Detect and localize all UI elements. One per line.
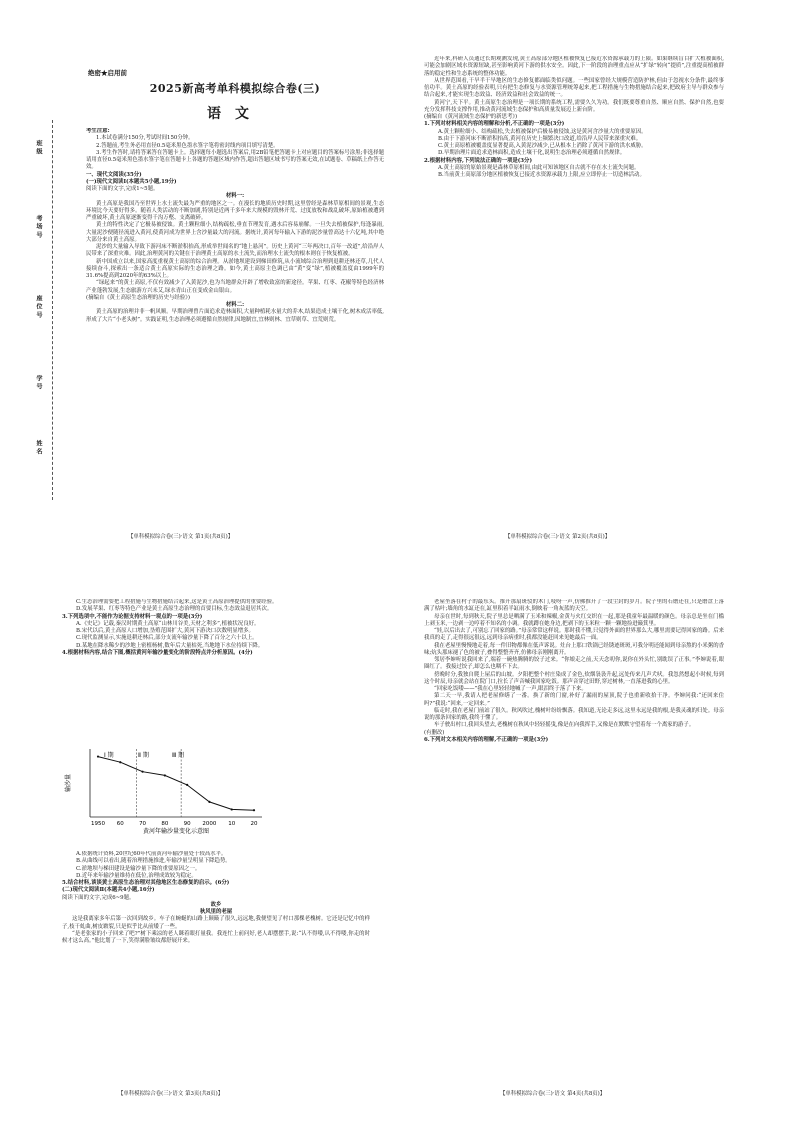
paragraph: 黄河宁,天下平。黄土高原生态治理是一项长期的系统工程,需要久久为功。我们既要尊重自然、顺应自然、保护自然,也要充分发挥科技支撑作用,推动黄河流域生态保护和高质量发展迈上新台阶。 <box>424 99 724 113</box>
paragraph: “娃,以后出去了,可别忘了回家的路。”母亲常常这样说。那时我不懂,只觉得外面的世界那么大,哪里需要记得回家的路。后来我真的走了,走得很远很远,远到母亲病重时,我都没能赶回来见她最后一面。 <box>424 628 724 642</box>
paragraph: 我在老屋里慢慢地走着,每一件旧物都像在低声诉说。灶台上那口铁锅已经锈迹斑斑,可我分明还能闻到母亲熬的小米粥的香味;炕头那床褪了色的被子,叠得整整齐齐,仿佛母亲刚刚离开。 <box>424 642 724 656</box>
page-1-body <box>86 172 384 324</box>
paragraph: 从世界范围看,干旱半干旱地区的生态修复都面临类似问题。一些国家曾经大规模营造防护林,但由于忽视水分条件,最终事倍功半。黄土高原的经验表明,只有把生态修复与水资源管理统筹起来,把工程措施与生物措施结合起来,把政府主导与群众参与结合起来,才能实现生态效益、经济效益和社会效益的统一。 <box>424 77 724 99</box>
secret-mark: 绝密★启用前 <box>88 69 127 77</box>
paragraph: (有删改) <box>424 729 445 736</box>
x-tick-label: 10 <box>228 821 236 827</box>
x-tick-label: 70 <box>139 821 147 827</box>
paragraph: D.某地在降水稀少的沙地上密植杨树,数年后大量枯死,当地地下水位持续下降。 <box>76 642 264 649</box>
paragraph: 老屋坐落在村子的最东头。推开那扇斑驳的木门,吱呀一声,仿佛推开了一段尘封的岁月。院子里的石磨还在,只是磨盘上落满了枯叶;墙角的水缸还在,缸里积着半缸雨水,倒映着一角灰蓝的天空。 <box>424 599 724 613</box>
paragraph: 1.下列对材料相关内容的理解和分析,不正确的一项是(3分) <box>424 121 565 128</box>
paragraph: 临走时,我在老屋门前站了很久。秋风吹过,槐树叶纷纷飘落。我知道,无论走多远,这里永远是我的根,是我灵魂的归处。母亲说的那条回家的路,我终于懂了。 <box>424 707 724 721</box>
binding-margin <box>28 120 64 500</box>
data-point <box>164 774 166 776</box>
paragraph: 2.根据材料内容,下列说法正确的一项是(3分) <box>424 157 532 164</box>
paragraph: “绿起来”的黄土高原,不仅有效减少了入黄泥沙,也为当地群众开辟了增收致富的新途径。苹果、红枣、花椒等特色经济林产业蓬勃发展,生态旅游方兴未艾,绿水青山正在变成金山银山。 <box>86 280 384 294</box>
paragraph: 黄土高原是我国乃至世界上水土流失最为严重的地区之一。在漫长的地质历史时期,这里曾经是森林草原相间的景观,生态环境比今天要好得多。随着人类活动的不断加剧,特别是近两千多年来大规模的毁林开荒、过度放牧和战乱破坏,原始植被遭到严重破坏,黄土高原逐渐变得千沟万壑、支离破碎。 <box>86 200 384 221</box>
paragraph: C.生态治理需要把工程措施与生物措施结合起来,这是黄土高原治理提供的重要经验。 <box>76 599 278 605</box>
page-4-footer: 【单科模拟综合卷(三)·语文 第4页(共8页)】 <box>500 1091 606 1097</box>
paragraph: 母亲在世时,每到秋天,院子里总是晒满了玉米和辣椒,金黄与火红交织在一起,那是我童年最温暖的颜色。母亲总是坐在门槛上剥玉米,一边剥一边哼着不知名的小调。我就蹲在她身边,把剥下的玉米粒一颗一颗地捡进簸箕里。 <box>424 613 724 627</box>
paragraph: 4.根据材料内容,结合下图,概括黄河年输沙量变化的阶段特点并分析原因。(4分) <box>62 649 253 656</box>
exam-title: 2025新高考单科模拟综合卷(三) <box>149 82 321 95</box>
legend-label: Ⅲ 期 <box>172 752 185 759</box>
paragraph: A.黄土高原的原始景观是森林草原相间,由此可知该地区自古就不存在水土流失问题。 <box>438 164 640 171</box>
paragraph: A.黄土颗粒细小、结构疏松,失去植被保护后极易被侵蚀,这是黄河含沙量大的重要原因。 <box>438 128 647 135</box>
data-point <box>97 755 99 757</box>
paragraph: B.从曲线可以看出,随着治理措施推进,年输沙量呈明显下降趋势。 <box>76 858 231 865</box>
sediment-line <box>98 757 254 811</box>
page-3-bottom <box>62 851 370 1061</box>
paragraph: D.早期治理片面追求造林面积,造成土壤干化,说明生态治理必须遵循自然规律。 <box>438 150 626 157</box>
data-point <box>141 771 143 773</box>
paragraph: C.黄土高原植被覆盖度显著提高,入黄泥沙减少,已从根本上消除了黄河下游的洪水威胁。 <box>438 143 647 149</box>
legend-label: Ⅱ 期 <box>138 752 149 759</box>
legend-label: Ⅰ 期 <box>104 752 114 759</box>
notice-item: 1.本试卷满分150分,考试时间150分钟。 <box>96 135 194 142</box>
paragraph: (二)现代文阅读Ⅱ(本题共4小题,16分) <box>62 887 155 894</box>
y-axis-label: 输沙量 <box>65 773 72 793</box>
page-2 <box>424 56 724 526</box>
paragraph: 材料一: <box>225 193 245 200</box>
x-tick-label: 80 <box>161 821 169 827</box>
data-point <box>208 801 210 803</box>
paragraph: 邻居李婶听说我回来了,端着一碗热腾腾的饺子过来。“你娘走之前,天天念叨你,说你在外头忙,别耽误了正事。”李婶说着,眼圈红了。我接过饺子,却怎么也咽不下去。 <box>424 657 724 671</box>
paragraph: B.宋代以后,黄土高原人口增加,垦殖范围扩大,黄河下游决口次数明显增多。 <box>76 628 254 634</box>
data-point <box>186 784 188 786</box>
x-tick-label: 1950 <box>91 821 105 827</box>
paragraph: 黄土的特性决定了它极易被侵蚀。黄土颗粒细小,结构疏松,垂直节理发育,遇水后容易崩解。一旦失去植被保护,每逢暴雨,大量泥沙便随径流进入黄河,使黄河成为世界上含沙量最大的河流。据统计,黄河每年输入下游的泥沙量曾高达十六亿吨,其中绝大部分来自黄土高原。 <box>86 222 384 243</box>
spread-bottom <box>0 561 794 1122</box>
subject-title: 语文 <box>207 106 263 122</box>
paragraph: 5.结合材料,谈谈黄土高原生态治理对其他地区生态修复的启示。(6分) <box>62 880 230 886</box>
paragraph: D.近年来年输沙量维持在低位,治理成效较为稳定。 <box>76 872 197 879</box>
binding-label-id: 学号 <box>35 375 42 392</box>
notice-title: 考生注意: <box>86 128 110 134</box>
paragraph: 傍晚时分,我独自爬上屋后的山坡。夕阳把整个村庄染成了金色,炊烟袅袅升起,远处传来几声犬吠。我忽然想起小时候,每到这个时辰,母亲就会站在院门口,拉长了声音喊我回家吃饭。那声音穿过田野,穿过树林,一直落进我的心里。 <box>424 671 724 685</box>
paragraph: (摘编自《黄河流域生态保护的新思考》) <box>424 114 518 120</box>
x-tick-label: 20 <box>250 821 258 827</box>
chart-caption: 黄河年输沙量变化示意图 <box>142 828 210 835</box>
x-tick-label: 2000 <box>202 821 217 827</box>
page-2-body <box>424 56 724 179</box>
binding-label-class: 班级 <box>35 140 42 157</box>
x-tick-label: 90 <box>183 821 191 827</box>
paragraph: 秋风里的老屋 <box>199 909 233 915</box>
page-1 <box>86 128 384 510</box>
paragraph: “回家吃饭喽——”我在心里轻轻地喊了一声,眼泪终于落了下来。 <box>434 686 587 692</box>
paragraph: 黄土高原的治理并非一帆风顺。早期治理曾片面追求造林面积,大量种植耗水量大的乔木,结果造成土壤干化,树木成活率低,形成了大片“小老头树”。实践证明,生态治理必须遵循自然规律,因地制宜,宜林则林、宜草则草、宜荒则荒。 <box>86 309 384 323</box>
paragraph: A.依据统计资料,20世纪60年代前黄河年输沙量处于较高水平。 <box>76 851 227 857</box>
data-point <box>119 761 121 763</box>
paragraph: 近年来,科研人员通过长期观测发现,黄土高原部分地区植被恢复已接近水资源承载力的上限。如果继续盲目扩大植被面积,可能会加剧区域水资源短缺,甚至影响黄河下游的供水安全。因此,下一阶段的治理重点应从“扩绿”转向“提质”,注重提高植被群落的稳定性和生态系统的整体功能。 <box>424 56 724 77</box>
paragraph: C.淤地坝与梯田建设是输沙量下降的重要原因之一。 <box>76 865 201 872</box>
paragraph: (一)现代文阅读Ⅰ(本题共5小题,19分) <box>86 178 177 185</box>
page-4-body <box>424 599 724 744</box>
paragraph: B.当前黄土高原部分地区植被恢复已接近水资源承载力上限,应立即停止一切造林活动。 <box>438 172 645 178</box>
notice-item: 3.考生作答时,请将答案答在答题卡上。选择题每小题选出答案后,用2B铅笔把答题卡上对应题目的答案标号涂黑;非选择题请用直径0.5毫米黑色墨水签字笔在答题卡上各题的答题区域内作答,超出答题区域书写的答案无效,在试题卷、草稿纸上作答无效。 <box>86 149 384 171</box>
page-4 <box>424 599 724 1079</box>
paragraph: “是老张家的小子回来了吧?”树下乘凉的老人眯着眼打量我。我连忙上前问好,老人却摆摆手,说:“认不得喽,认不得喽,你走的时候才这么高。”他比划了一下,笑得满脸皱纹都舒展开来。 <box>62 930 370 944</box>
page-1-footer: 【单科模拟综合卷(三)·语文 第1页(共8页)】 <box>128 534 234 540</box>
page-3-footer: 【单科模拟综合卷(三)·语文 第3页(共8页)】 <box>118 1091 224 1097</box>
paragraph: A.《史记》记载,秦汉时期黄土高原“山林川谷美,天材之利多”,植被状况良好。 <box>76 620 260 627</box>
notice-item: 2.答题前,考生务必用直径0.5毫米黑色墨水签字笔将密封线内项目填写清楚。 <box>96 142 279 149</box>
paragraph: C.现代监测显示,实施退耕还林后,部分支流年输沙量下降了百分之六十以上。 <box>76 635 258 642</box>
page-3-top <box>62 599 370 741</box>
binding-line <box>52 120 53 500</box>
paragraph: 一、现代文阅读(35分) <box>86 171 142 178</box>
paragraph: B.由于下游河床不断淤积抬高,黄河在历史上频繁决口改道,给沿岸人民带来深重灾难。 <box>438 135 642 142</box>
paragraph: (摘编自《黄土高原生态治理的历史与经验》) <box>86 294 190 301</box>
paragraph: 3.下列选项中,不能作为论据支持材料一观点的一项是(3分) <box>62 613 203 620</box>
data-point <box>253 809 255 811</box>
binding-label-name: 姓名 <box>35 440 42 457</box>
paragraph: D.发展苹果、红枣等特色产业是黄土高原生态治理的首要目标,生态效益退居其次。 <box>76 606 273 613</box>
paragraph: 新中国成立以来,国家高度重视黄土高原的综合治理。从淤地坝建设到梯田修筑,从小流域综合治理到退耕还林还草,几代人接续奋斗,探索出一条适合黄土高原实际的生态治理之路。如今,黄土高原主色调已由“黄”变“绿”,植被覆盖度由1999年的31.6%提高到2020年的63%以上。 <box>86 258 384 279</box>
paragraph: 故乡 <box>210 901 222 908</box>
paragraph: 泥沙的大量输入导致下游河床不断淤积抬高,形成举世闻名的“地上悬河”。历史上黄河“三年两决口,百年一改道”,给沿岸人民带来了深重灾难。因此,治理黄河的关键在于治理黄土高原的水土流失,而治理水土流失的根本则在于恢复植被。 <box>86 244 384 258</box>
x-tick-label: 60 <box>116 821 124 827</box>
paragraph: 阅读下面的文字,完成1~5题。 <box>86 186 159 192</box>
binding-label-seat: 座位号 <box>35 295 42 320</box>
binding-label-room: 考场号 <box>35 215 42 240</box>
paragraph: 材料二: <box>225 302 245 308</box>
paragraph: 车子驶出村口,我回头望去,老槐树在秋风中轻轻摇曳,像是在向我挥手,又像是在默默守望着每一个离家的游子。 <box>434 722 695 729</box>
data-point <box>231 808 233 810</box>
paragraph: 6.下列对文本相关内容的理解,不正确的一项是(3分) <box>424 736 549 743</box>
sediment-chart <box>62 743 272 835</box>
paragraph: 这是我离家多年后第一次回到故乡。车子在蜿蜒的山路上颠簸了很久,远远地,我便望见了村口那棵老槐树。它还是记忆中的样子,枝干虬曲,树皮皲裂,只是似乎比从前矮了一些。 <box>62 916 370 930</box>
paragraph: 第二天一早,我请人把老屋修缮了一番。换了新的门窗,补好了漏雨的屋顶,院子也重新收拾干净。李婶问我:“还回来住吗?”我说:“回来,一定回来。” <box>424 693 724 707</box>
paragraph: 阅读下面的文字,完成6~9题。 <box>62 894 135 901</box>
page-2-footer: 【单科模拟综合卷(三)·语文 第2页(共8页)】 <box>505 534 611 540</box>
